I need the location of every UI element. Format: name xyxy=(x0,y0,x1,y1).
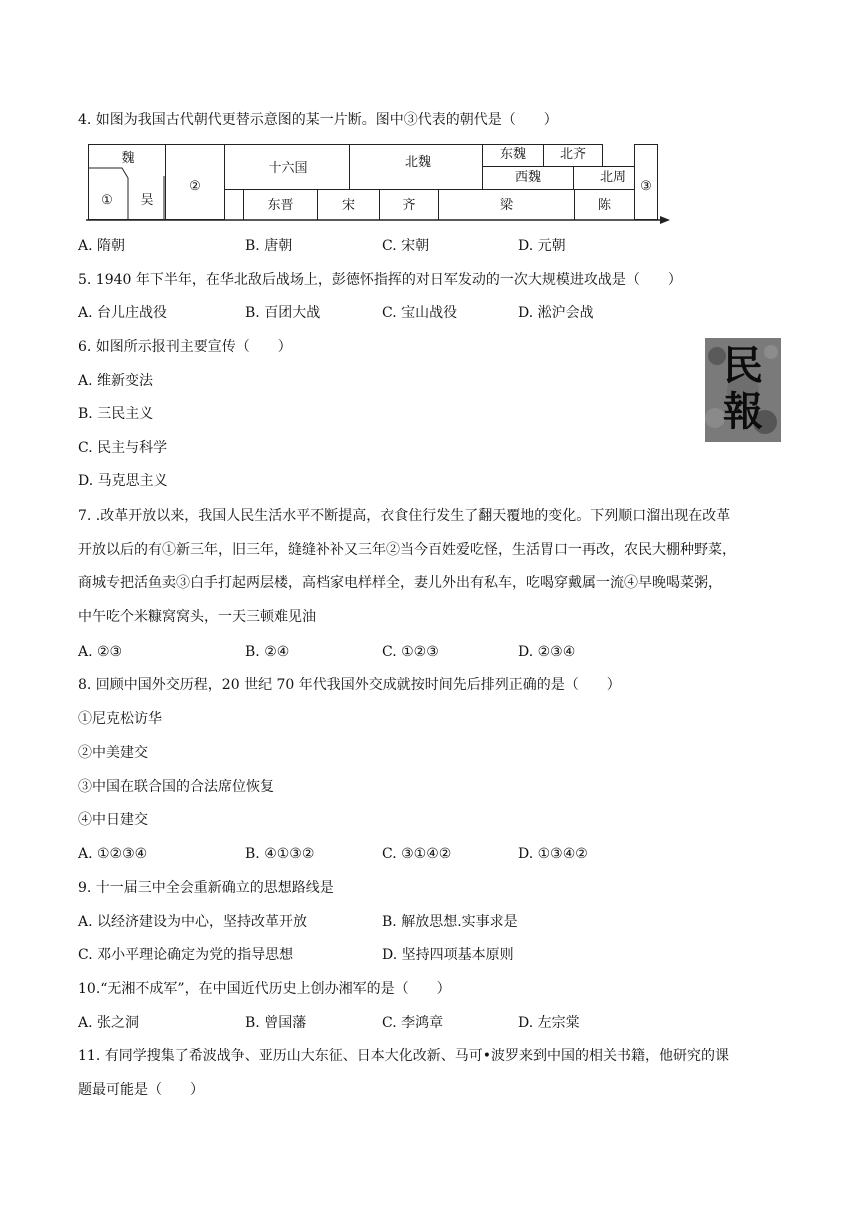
circle-3-label: ③ xyxy=(640,179,652,194)
q7-line-1: 7. .改革开放以来，我国人民生活水平不断提高，衣食住行发生了翻天覆地的变化。下列顺口溜出现在改革 xyxy=(78,508,731,524)
q7-line-3: 商城专把活鱼卖③白手打起两层楼，高档家电样样全，妻儿外出有私车，吃喝穿戴属一流④早晚喝菜粥， xyxy=(78,575,722,591)
q10-option-c: C. 李鸿章 xyxy=(382,1015,444,1031)
q8-option-c: C. ③①④② xyxy=(382,846,452,862)
q8-option-d: D. ①③④② xyxy=(518,846,588,862)
q6-option-d: D. 马克思主义 xyxy=(78,473,168,489)
dynasty-timeline-diagram xyxy=(88,140,672,226)
qi-label: 齐 xyxy=(402,198,416,213)
q8-item-2: ②中美建交 xyxy=(78,745,148,761)
minbao-newspaper-image xyxy=(705,338,781,442)
q6-option-a: A. 维新变法 xyxy=(78,373,154,389)
dongwei-label: 东魏 xyxy=(499,147,526,162)
q10-option-d: D. 左宗棠 xyxy=(518,1015,580,1031)
q8-stem: 8. 回顾中国外交历程，20 世纪 70 年代我国外交成就按时间先后排列正确的是（ ） xyxy=(78,677,621,693)
q5-option-a: A. 台儿庄战役 xyxy=(78,305,168,321)
q9-option-a: A. 以经济建设为中心，坚持改革开放 xyxy=(78,914,308,930)
q4-option-b: B. 唐朝 xyxy=(245,238,293,254)
q7-option-a: A. ②③ xyxy=(78,644,123,660)
q7-line-2: 开放以后的有①新三年，旧三年，缝缝补补又三年②当今百姓爱吃怪，生活胃口一再改，农民大棚种野菜， xyxy=(78,541,736,558)
q5-option-b: B. 百团大战 xyxy=(245,305,321,321)
q4-option-c: C. 宋朝 xyxy=(382,238,430,254)
beiqi-label: 北齐 xyxy=(559,147,586,162)
sixteen-kingdoms-label: 十六国 xyxy=(268,161,308,176)
q11-stem xyxy=(78,1040,788,1107)
q6-option-b: B. 三民主义 xyxy=(78,406,154,422)
q8-option-b: B. ④①③② xyxy=(245,846,315,862)
q4-stem: 4. 如图为我国古代朝代更替示意图的某一片断。图中③代表的朝代是（ ） xyxy=(78,112,558,128)
circle-2-label: ② xyxy=(189,179,201,194)
q5-option-d: D. 淞沪会战 xyxy=(518,305,594,321)
q11-line-1: 11. 有同学搜集了希波战争、亚历山大东征、日本大化改新、马可•波罗来到中国的相关书籍，他研究的课 xyxy=(78,1048,729,1064)
q8-item-3: ③中国在联合国的合法席位恢复 xyxy=(78,779,274,795)
q4-option-a: A. 隋朝 xyxy=(78,238,126,254)
q10-stem: 10.“无湘不成军”，在中国近代历史上创办湘军的是（ ） xyxy=(78,981,451,997)
q10-option-a: A. 张之洞 xyxy=(78,1015,140,1031)
beizhou-label: 北周 xyxy=(599,170,626,185)
q6-option-c: C. 民主与科学 xyxy=(78,440,168,456)
circle-1-label: ① xyxy=(101,193,113,208)
wu-label: 吴 xyxy=(140,193,154,208)
q9-option-c: C. 邓小平理论确定为党的指导思想 xyxy=(78,947,294,963)
q4-option-d: D. 元朝 xyxy=(518,238,566,254)
q8-item-4: ④中日建交 xyxy=(78,812,148,828)
q7-option-c: C. ①②③ xyxy=(382,644,439,660)
liang-label: 梁 xyxy=(499,198,513,213)
q9-option-b: B. 解放思想.实事求是 xyxy=(382,914,518,930)
q9-stem: 9. 十一届三中全会重新确立的思想路线是 xyxy=(78,880,334,896)
q8-option-a: A. ①②③④ xyxy=(78,846,148,862)
wei-label: 魏 xyxy=(121,151,135,166)
q7-option-d: D. ②③④ xyxy=(518,644,576,660)
newspaper-title-char-1: 民 xyxy=(723,342,763,389)
q6-stem: 6. 如图所示报刊主要宣传（ ） xyxy=(78,339,292,355)
q7-line-4: 中午吃个米糠窝窝头，一天三顿难见油 xyxy=(78,608,316,625)
q5-stem: 5. 1940 年下半年，在华北敌后战场上，彭德怀指挥的对日军发动的一次大规模进攻战是（ ） xyxy=(78,272,682,288)
beiwei-label: 北魏 xyxy=(404,155,431,170)
q9-option-d: D. 坚持四项基本原则 xyxy=(382,947,514,963)
q5-option-c: C. 宝山战役 xyxy=(382,305,458,321)
song-label: 宋 xyxy=(341,198,355,213)
chen-label: 陈 xyxy=(597,198,611,213)
dongjin-label: 东晋 xyxy=(267,198,294,213)
q7-option-b: B. ②④ xyxy=(245,644,290,660)
xiwei-label: 西魏 xyxy=(514,170,541,185)
q11-line-2: 题最可能是（ ） xyxy=(78,1081,204,1098)
q8-item-1: ①尼克松访华 xyxy=(78,711,162,727)
newspaper-title-char-2: 報 xyxy=(723,388,763,435)
q10-option-b: B. 曾国藩 xyxy=(245,1015,307,1031)
q7-stem xyxy=(78,500,788,634)
